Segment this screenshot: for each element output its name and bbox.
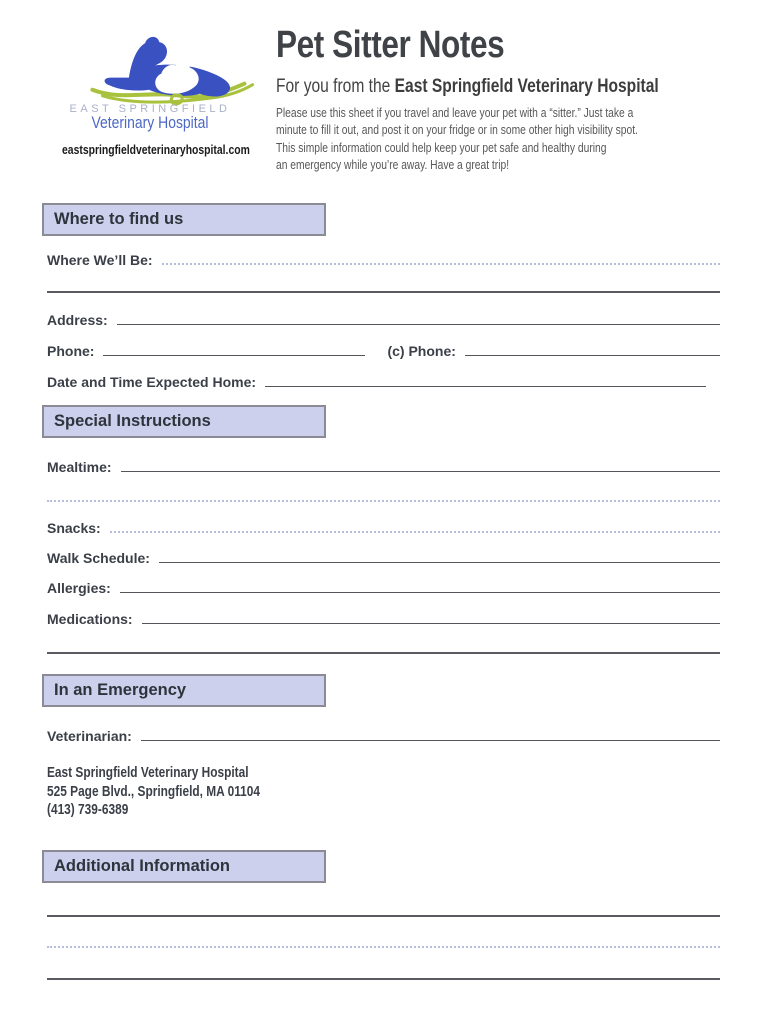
phone-label: Phone: bbox=[47, 343, 95, 359]
mealtime-input-line-2[interactable] bbox=[47, 500, 720, 502]
intro-line: This simple information could help keep your pet safe and healthy during bbox=[276, 139, 607, 155]
phone-input-line[interactable] bbox=[103, 355, 365, 356]
section-title: Additional Information bbox=[54, 857, 230, 875]
mealtime-label: Mealtime: bbox=[47, 459, 112, 475]
field-row-address bbox=[47, 308, 720, 328]
section-title: Where to find us bbox=[54, 210, 184, 228]
field-row-veterinarian bbox=[47, 724, 720, 744]
field-row-allergies bbox=[47, 576, 720, 596]
mealtime-input-line[interactable] bbox=[121, 471, 720, 472]
date-time-expected-home-label: Date and Time Expected Home: bbox=[47, 374, 257, 390]
snacks-input-line[interactable] bbox=[110, 531, 720, 533]
logo-org-name: Veterinary Hospital bbox=[91, 113, 209, 132]
emergency-contact-phone: (413) 739-6389 bbox=[47, 802, 129, 819]
field-row-mealtime bbox=[47, 455, 720, 475]
field-row-where-well-be bbox=[47, 248, 720, 268]
section-header-additional-information bbox=[42, 850, 326, 883]
walk-schedule-label: Walk Schedule: bbox=[47, 550, 150, 566]
where-well-be-label: Where We’ll Be: bbox=[47, 252, 153, 268]
emergency-contact-block bbox=[47, 764, 260, 820]
cell-phone-input-line[interactable] bbox=[465, 355, 720, 356]
emergency-contact-address: 525 Page Blvd., Springfield, MA 01104 bbox=[47, 783, 261, 800]
intro-line: minute to fill it out, and post it on your fridge or in some other high visibility spot. bbox=[276, 122, 638, 138]
cell-phone-label: (c) Phone: bbox=[387, 343, 456, 359]
medications-label: Medications: bbox=[47, 611, 133, 627]
additional-information-input-line-3[interactable] bbox=[47, 978, 720, 980]
where-well-be-input-line[interactable] bbox=[162, 263, 720, 265]
additional-information-input-line-1[interactable] bbox=[47, 915, 720, 917]
walk-schedule-input-line[interactable] bbox=[159, 562, 720, 563]
emergency-contact-name: East Springfield Veterinary Hospital bbox=[47, 765, 249, 781]
field-row-date-time-expected-home bbox=[47, 370, 720, 390]
logo-org-caps: EAST SPRINGFIELD bbox=[69, 103, 231, 115]
additional-information-input-line-2[interactable] bbox=[47, 946, 720, 948]
date-time-expected-home-input-line[interactable] bbox=[265, 386, 706, 387]
page-subtitle bbox=[276, 76, 659, 98]
page-title: Pet Sitter Notes bbox=[276, 24, 505, 66]
section-header-where-to-find-us bbox=[42, 203, 326, 236]
field-row-medications bbox=[47, 607, 720, 627]
address-label: Address: bbox=[47, 312, 108, 328]
veterinarian-input-line[interactable] bbox=[141, 740, 720, 741]
intro-line: an emergency while you’re away. Have a great trip! bbox=[276, 156, 510, 172]
website-text: eastspringfieldveterinaryhospital.com bbox=[62, 142, 250, 157]
address-input-line[interactable] bbox=[117, 324, 720, 325]
intro-paragraph bbox=[276, 104, 638, 173]
snacks-label: Snacks: bbox=[47, 520, 101, 536]
medications-input-line[interactable] bbox=[142, 623, 720, 624]
field-row-phone bbox=[47, 339, 720, 359]
medications-input-line-2[interactable] bbox=[47, 652, 720, 654]
subtitle-org-name: East Springfield Veterinary Hospital bbox=[394, 76, 659, 97]
section-header-special-instructions bbox=[42, 405, 326, 438]
where-well-be-input-line-2[interactable] bbox=[47, 291, 720, 293]
dog-and-cat-logo-icon bbox=[90, 33, 258, 109]
section-title: In an Emergency bbox=[54, 681, 187, 699]
section-title: Special Instructions bbox=[54, 412, 211, 430]
field-row-walk-schedule bbox=[47, 546, 720, 566]
allergies-label: Allergies: bbox=[47, 580, 111, 596]
section-header-in-an-emergency bbox=[42, 674, 326, 707]
subtitle-prefix: For you from the bbox=[276, 76, 395, 97]
veterinarian-label: Veterinarian: bbox=[47, 728, 132, 744]
allergies-input-line[interactable] bbox=[120, 592, 720, 593]
field-row-snacks bbox=[47, 516, 720, 536]
intro-line: Please use this sheet if you travel and leave your pet with a “sitter.” Just take a bbox=[276, 105, 634, 120]
